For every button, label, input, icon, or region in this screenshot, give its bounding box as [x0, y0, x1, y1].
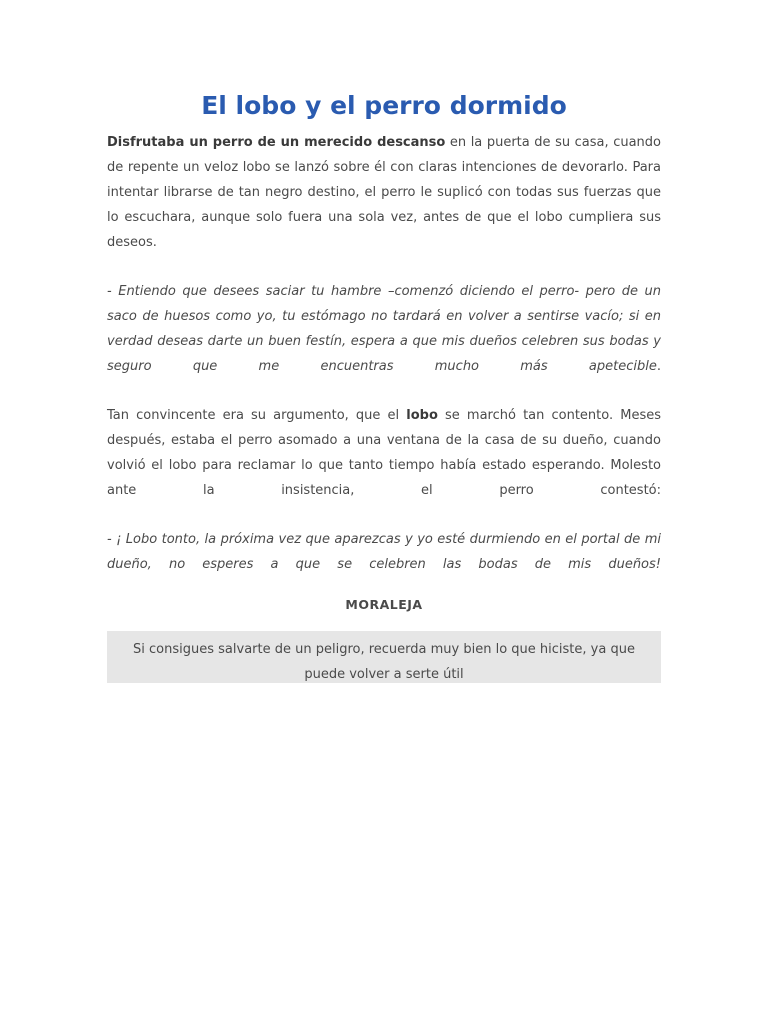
paragraph-dog-speech-text: - Entiendo que desees saciar tu hambre –comenzó diciendo el perro- pero de un saco de huesos como yo, tu estómago no tardará en volver a sentirse vacío; si en verdad deseas darte un buen festín, espera a que mis dueños celebren sus bodas y seguro que me encuentras mucho más apetecible: [107, 284, 661, 374]
moraleja-text: Si consigues salvarte de un peligro, recuerda muy bien lo que hiciste, ya que puede volver a serte útil: [133, 642, 635, 682]
moraleja-heading: MORALEJA: [345, 597, 423, 612]
page-title: El lobo y el perro dormido: [201, 91, 567, 120]
document-page: [107, 88, 661, 683]
spacer: [107, 379, 661, 403]
paragraph-intro-rest: en la puerta de su casa, cuando de repente un veloz lobo se lanzó sobre él con claras intenciones de devorarlo. Para intentar librarse de tan negro destino, el perro le suplicó con todas sus fuerzas que lo escuchara, aunque solo fuera una sola vez, antes de que el lobo cumpliera sus deseos.: [107, 135, 661, 250]
paragraph-dog-speech: [107, 279, 661, 379]
moraleja-box: [107, 631, 661, 683]
paragraph-intro: [107, 130, 661, 255]
spacer: [107, 255, 661, 279]
paragraph-dog-reply: - ¡ Lobo tonto, la próxima vez que aparezcas y yo esté durmiendo en el portal de mi dueño, no esperes a que se celebren las bodas de mis dueños!: [107, 532, 661, 572]
paragraph-return-bold-word: lobo: [406, 408, 438, 423]
paragraph-return: [107, 403, 661, 503]
spacer: [107, 503, 661, 527]
paragraph-return-after: se marchó tan contento. Meses después, estaba el perro asomado a una ventana de la casa de su dueño, cuando volvió el lobo para reclamar lo que tanto tiempo había estado esperando. Molesto ante la insistencia, el perro contestó:: [107, 408, 661, 498]
paragraph-return-before: Tan convincente era su argumento, que el: [107, 408, 407, 423]
paragraph-dog-speech-tail: .: [656, 359, 661, 374]
paragraph-intro-bold-lead: Disfrutaba un perro de un merecido descanso: [107, 135, 446, 150]
